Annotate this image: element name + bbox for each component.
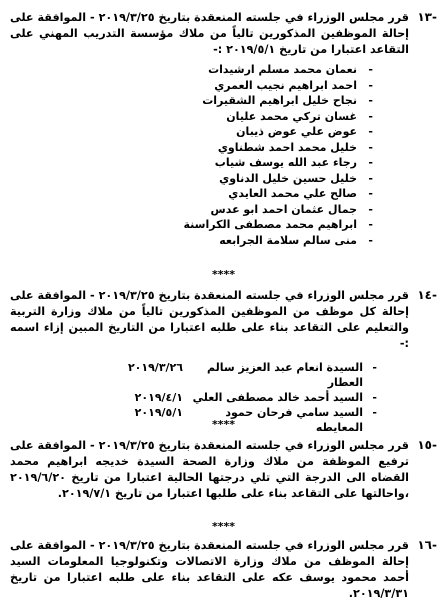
decision-item-16 — [10, 538, 437, 602]
decision-item-15 — [10, 438, 437, 502]
item-number: -١٣ — [417, 10, 437, 24]
item-number: -١٦ — [417, 538, 437, 552]
item-number: -١٤ — [417, 288, 437, 302]
list-item: - خليل محمد احمد شطناوي — [10, 140, 437, 156]
retirement-date: ٢٠١٩/٣/٢٦ — [127, 361, 183, 374]
list-item: - منى سالم سلامة الجرابعه — [10, 233, 437, 249]
retirement-date: ٢٠١٩/٥/١ — [134, 406, 183, 419]
separator: **** — [211, 268, 235, 281]
retiree-name: السيدة انعام عبد العزيز سالم العطار — [206, 361, 363, 389]
decision-item-14 — [10, 288, 437, 435]
list-item: - صالح علي محمد العايدي — [10, 186, 437, 202]
decision-item-13 — [10, 10, 437, 248]
table-row: - السيدة انعام عبد العزيز سالم العطار ٢٠١٩/٣/٢٦ — [10, 360, 437, 390]
decision-text: قرر مجلس الوزراء في جلسته المنعقدة بتاريخ ٢٠١٩/٣/٢٥ - الموافقة على ترفيع الموظفة من ملاك وزارة الصحة السيدة خديجه ابراهيم محمد القضاه الى الدرجة التي تلي درجتها الحالية اعتبارا من تاريخ ٢٠١٩/٦/٢٠ ،واحالتها على التقاعد بناء على طلبها اعتبارا من تاريخ ٢٠١٩/٧/١. — [10, 439, 410, 500]
table-row: - السيد سامي فرحان حمود المعايطه ٢٠١٩/٥/١ — [10, 405, 437, 435]
decision-text: قرر مجلس الوزراء في جلسته المنعقدة بتاريخ ٢٠١٩/٣/٢٥ - الموافقة على إحالة الموظفين المذكورين تالياً من ملاك مؤسسة التدريب المهني على التقاعد اعتبارا من تاريخ ٢٠١٩/٥/١ :- — [10, 11, 410, 56]
retiree-name: السيد أحمد خالد مصطفى العلي — [192, 391, 363, 404]
list-item: - نجاح خليل ابراهيم الشقيرات — [10, 93, 437, 109]
names-list — [10, 62, 437, 248]
separator: **** — [211, 520, 235, 533]
list-item: - احمد ابراهيم نجيب العمري — [10, 78, 437, 94]
list-item: - غسان تركي محمد عليان — [10, 109, 437, 125]
decision-text: قرر مجلس الوزراء في جلسته المنعقدة بتاريخ ٢٠١٩/٣/٢٥ - الموافقة على إحالة كل موظف من الموظفين المذكورين تالياً من ملاك وزارة التربية والتعليم على التقاعد بناء على طلبه اعتبارا من التاريخ المبين إزاء اسمه :- — [10, 289, 410, 350]
decision-text: قرر مجلس الوزراء في جلسته المنعقدة بتاريخ ٢٠١٩/٣/٢٥ - الموافقة على إحالة الموظف من ملاك وزارة الاتصالات وتكنولوجيا المعلومات السيد أحمد محمود يوسف عكه على التقاعد بناء على طلبه اعتبارا من تاريخ ٢٠١٩/٣/٣١. — [10, 539, 410, 600]
retiree-name: السيد سامي فرحان حمود المعايطه — [225, 406, 363, 434]
list-item: - خليل حسين خليل الدناوي — [10, 171, 437, 187]
list-item: - نعمان محمد مسلم ارشيدات — [10, 62, 437, 78]
list-item: - جمال عثمان احمد ابو عدس — [10, 202, 437, 218]
separator: **** — [211, 418, 235, 431]
list-item: - عوض علي عوض ذيبان — [10, 124, 437, 140]
list-item: - ابراهيم محمد مصطفى الكراسنة — [10, 217, 437, 233]
list-item: - رجاء عبد الله يوسف شياب — [10, 155, 437, 171]
retirement-date: ٢٠١٩/٤/١ — [134, 391, 183, 404]
item-number: -١٥ — [417, 438, 437, 452]
table-row: - السيد أحمد خالد مصطفى العلي ٢٠١٩/٤/١ — [10, 390, 437, 405]
